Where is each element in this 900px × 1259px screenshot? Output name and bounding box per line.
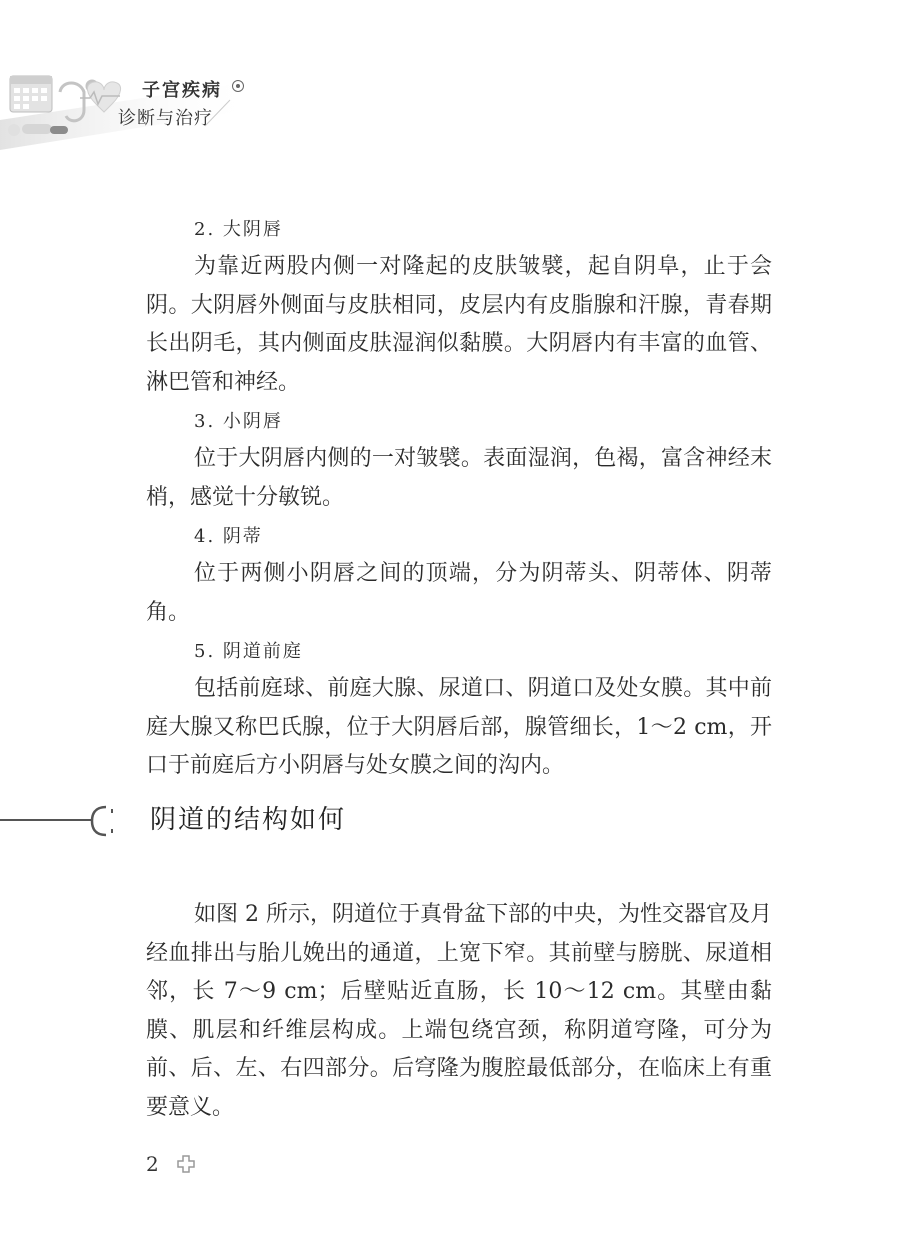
sub-heading: 3. 小阴唇 bbox=[194, 411, 283, 432]
sub-heading: 5. 阴道前庭 bbox=[194, 641, 303, 662]
section-content bbox=[146, 896, 772, 1127]
page-header bbox=[0, 0, 300, 150]
heading-rule bbox=[0, 819, 92, 821]
sub-heading: 2. 大阴唇 bbox=[194, 219, 283, 240]
paragraph: 位于大阴唇内侧的一对皱襞。表面湿润，色褐，富含神经末梢，感觉十分敏锐。 bbox=[146, 446, 772, 510]
paragraph: 为靠近两股内侧一对隆起的皮肤皱襞，起自阴阜，止于会阴。大阴唇外侧面与皮肤相同，皮层内有皮脂腺和汗腺，青春期长出阴毛，其内侧面皮肤湿润似黏膜。大阴唇内有丰富的血管、淋巴管和神经。 bbox=[146, 254, 772, 395]
page-number: 2 bbox=[146, 1152, 159, 1176]
dot-icon bbox=[232, 80, 244, 92]
paragraph: 包括前庭球、前庭大腺、尿道口、阴道口及处女膜。其中前庭大腺又称巴氏腺，位于大阴唇后部，腺管细长，1～2 cm，开口于前庭后方小阴唇与处女膜之间的沟内。 bbox=[146, 676, 772, 778]
plus-icon bbox=[176, 1154, 196, 1174]
sub-heading: 4. 阴蒂 bbox=[194, 526, 263, 547]
book-subtitle: 诊断与治疗 bbox=[118, 108, 213, 129]
section-heading bbox=[0, 795, 900, 845]
main-content bbox=[146, 210, 772, 786]
book-title: 子宫疾病 bbox=[142, 80, 222, 101]
paragraph: 位于两侧小阴唇之间的顶端，分为阴蒂头、阴蒂体、阴蒂角。 bbox=[146, 561, 772, 625]
stethoscope-bracket-icon bbox=[88, 803, 128, 839]
calendar-icon bbox=[10, 76, 52, 112]
paragraph: 如图 2 所示，阴道位于真骨盆下部的中央，为性交器官及月经血排出与胎儿娩出的通道，上宽下窄。其前壁与膀胱、尿道相邻，长 7～9 cm；后壁贴近直肠，长 10～12 cm。其壁由黏膜、肌层和纤维层构成。上端包绕宫颈，称阴道穹隆，可分为前、后、左、右四部分。后穹隆为腹腔最低部分，在临床上有重要意义。 bbox=[146, 902, 772, 1120]
section-title: 阴道的结构如何 bbox=[150, 805, 347, 835]
